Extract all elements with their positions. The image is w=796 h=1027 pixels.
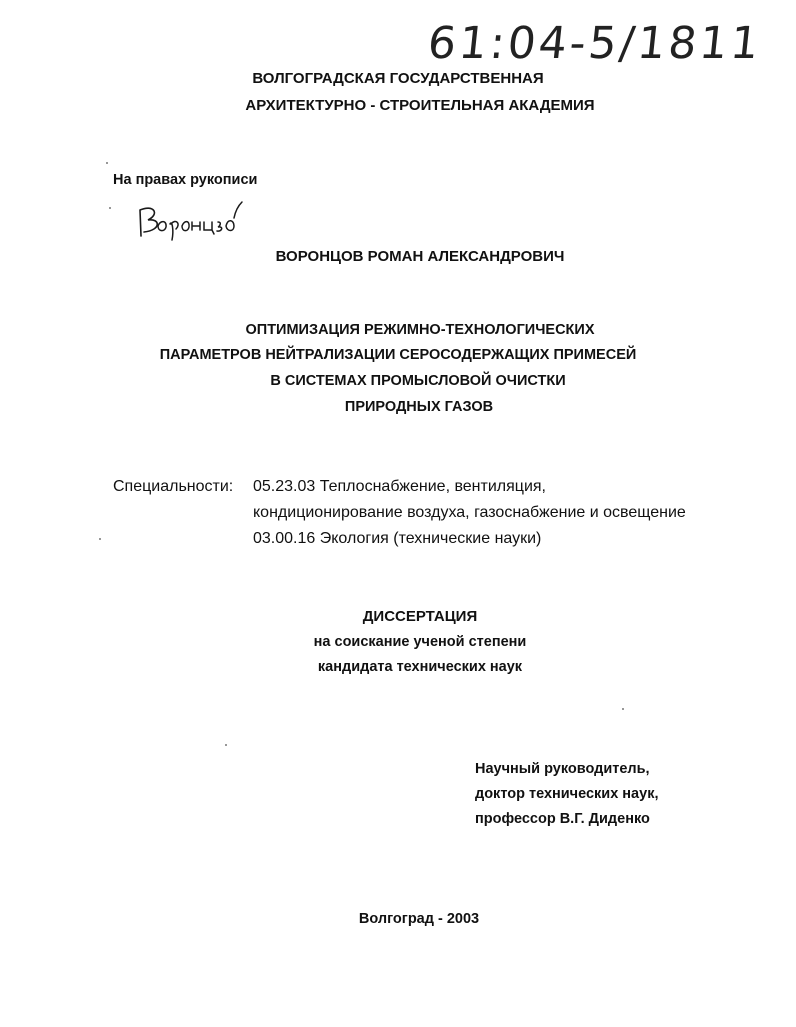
specialty-line: 05.23.03 Теплоснабжение, вентиляция, <box>253 478 546 495</box>
supervisor-line: доктор технических наук, <box>475 786 659 802</box>
thesis-title-line: ПАРАМЕТРОВ НЕЙТРАЛИЗАЦИИ СЕРОСОДЕРЖАЩИХ ПРИМЕСЕЙ <box>159 347 637 363</box>
thesis-title-line: ПРИРОДНЫХ ГАЗОВ <box>344 399 494 415</box>
thesis-title-line: ОПТИМИЗАЦИЯ РЕЖИМНО-ТЕХНОЛОГИЧЕСКИХ <box>245 322 595 338</box>
scan-speck <box>622 708 624 710</box>
supervisor-line: профессор В.Г. Диденко <box>475 811 650 827</box>
city-year: Волгоград - 2003 <box>358 911 480 927</box>
institution-line-1: ВОЛГОГРАДСКАЯ ГОСУДАРСТВЕННАЯ <box>252 70 544 87</box>
author-signature <box>134 196 246 242</box>
institution-line-2: АРХИТЕКТУРНО - СТРОИТЕЛЬНАЯ АКАДЕМИЯ <box>245 97 595 114</box>
scan-speck <box>109 207 111 209</box>
dissertation-heading: ДИССЕРТАЦИЯ <box>362 608 478 625</box>
scan-speck <box>99 538 101 540</box>
specialty-line: 03.00.16 Экология (технические науки) <box>253 530 542 547</box>
author-name: ВОРОНЦОВ РОМАН АЛЕКСАНДРОВИЧ <box>275 248 565 265</box>
thesis-title-line: В СИСТЕМАХ ПРОМЫСЛОВОЙ ОЧИСТКИ <box>270 373 566 389</box>
degree-line: на соискание ученой степени <box>313 634 527 650</box>
specialties-label: Специальности: <box>113 478 234 495</box>
rights-note: На правах рукописи <box>113 172 258 188</box>
archive-number: 61:04-5/1811 <box>425 18 765 69</box>
degree-line: кандидата технических наук <box>317 659 523 675</box>
specialty-line: кондиционирование воздуха, газоснабжение и освещение <box>253 504 686 521</box>
scan-speck <box>106 162 108 164</box>
scan-speck <box>225 744 227 746</box>
supervisor-line: Научный руководитель, <box>475 761 650 777</box>
